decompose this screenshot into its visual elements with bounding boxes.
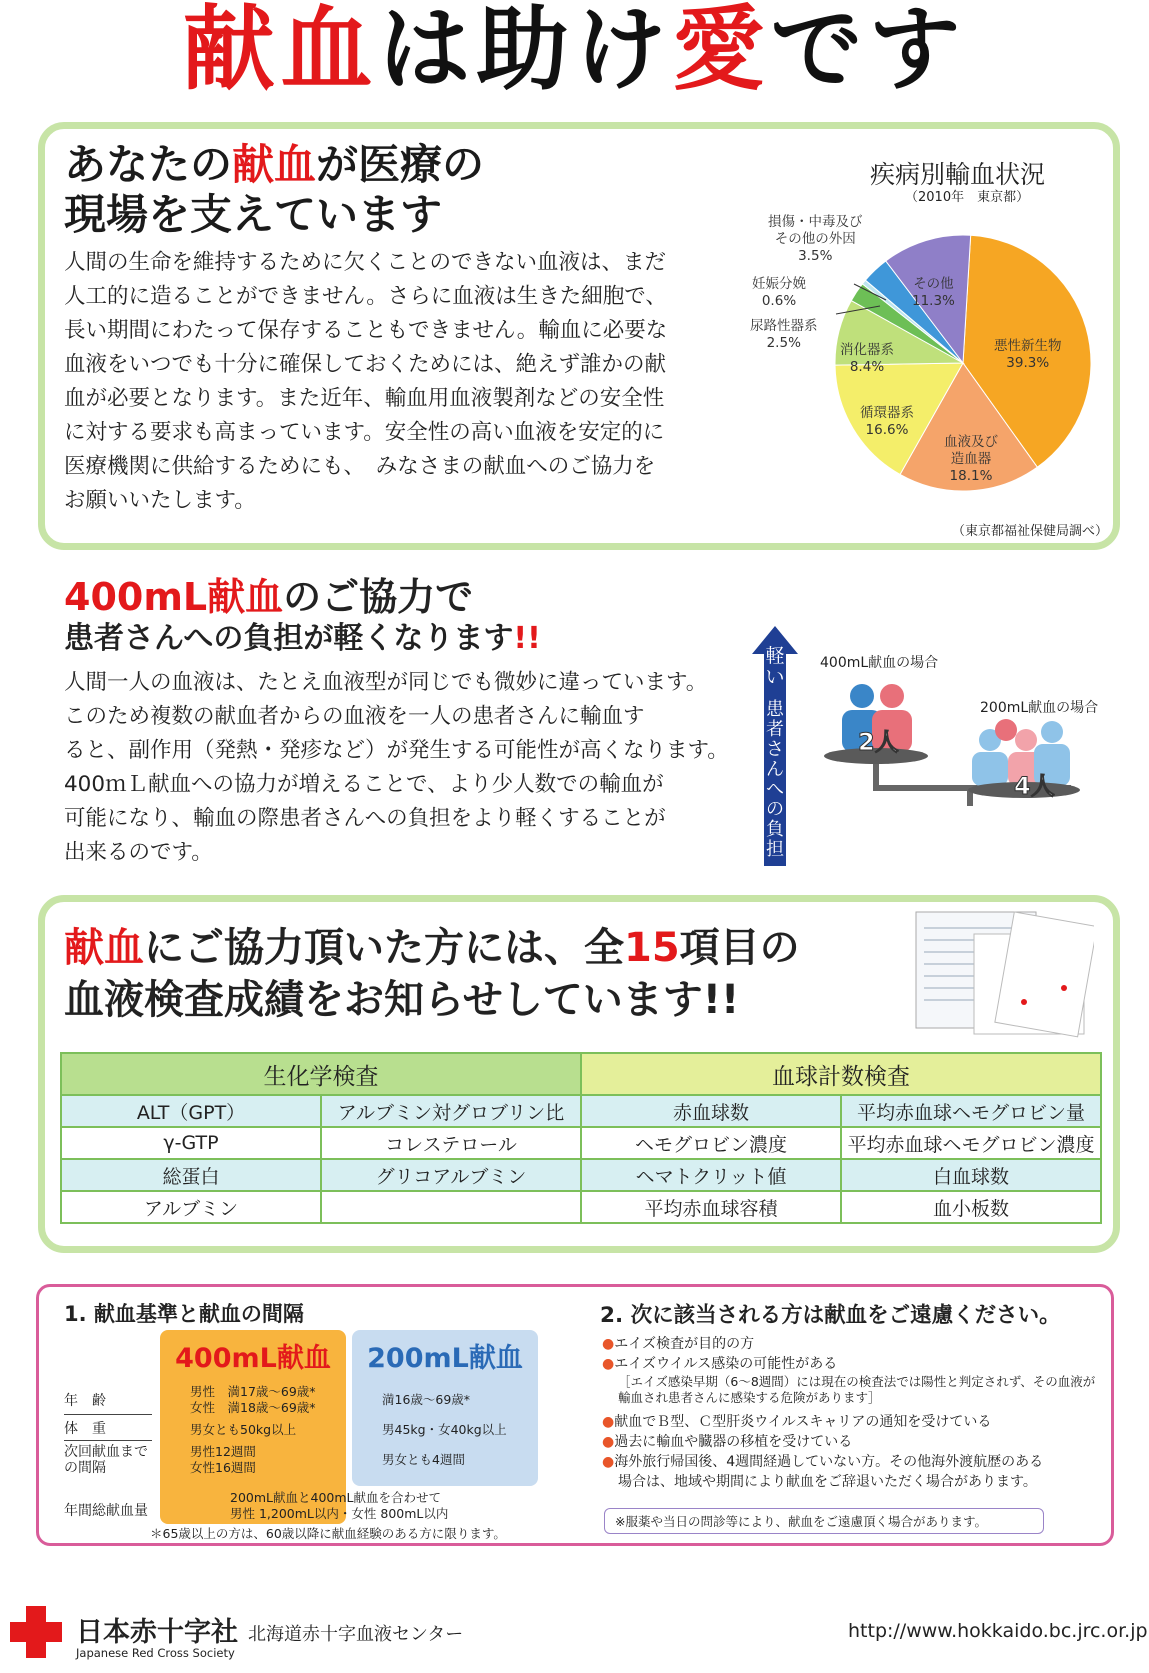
pie-label-digestive: 消化器系 8.4% xyxy=(840,342,894,375)
website-url[interactable]: http://www.hokkaido.bc.jrc.or.jp xyxy=(848,1620,1148,1642)
section2-heading-line2: 患者さんへの負担が軽くなります!! xyxy=(64,621,541,656)
org-name-en: Japanese Red Cross Society xyxy=(76,1646,235,1660)
list-item: ●エイズ検査が目的の方 xyxy=(602,1336,755,1352)
annual-total: 200mL献血と400mL献血を合わせて 男性 1,200mL以内・女性 800mL以内 xyxy=(230,1490,449,1521)
box-400ml-title: 400mL献血 xyxy=(175,1343,331,1374)
org-name-jp: 日本赤十字社 xyxy=(76,1617,238,1648)
age-200: 満16歳～69歳* xyxy=(382,1392,471,1407)
blood-center-name: 北海道赤十字血液センター xyxy=(248,1624,464,1645)
row-label-interval: 次回献血まで の間隔 xyxy=(64,1444,148,1476)
age-400: 男性 満17歳～69歳* 女性 満18歳～69歳* xyxy=(190,1384,316,1415)
report-document-illustration xyxy=(914,908,1094,1040)
row-label-total: 年間総献血量 xyxy=(64,1503,148,1519)
interval-400: 男性12週間 女性16週間 xyxy=(190,1444,256,1475)
section2-heading-line1: 400mL献血のご協力で xyxy=(64,575,474,619)
criteria-title: 1. 献血基準と献血の間隔 xyxy=(64,1302,304,1326)
scale-label-400: 400mL献血の場合 xyxy=(820,655,939,671)
col-header-blood-count: 血球計数検査 xyxy=(581,1053,1101,1095)
page-title: 献血は助け愛です xyxy=(182,0,967,103)
interval-200: 男女とも4週間 xyxy=(382,1452,465,1467)
pie-leader-lines xyxy=(830,270,910,340)
section1-heading-line2: 現場を支えています xyxy=(64,190,443,239)
row-label-weight: 体 重 xyxy=(64,1421,106,1437)
weight-400: 男女とも50kg以上 xyxy=(190,1422,297,1437)
chart-title: 疾病別輸血状況 xyxy=(870,160,1046,189)
pie-label-blood: 血液及び 造血器 18.1% xyxy=(944,434,998,484)
divider xyxy=(64,1414,152,1415)
count-200: 4人 xyxy=(1014,772,1055,800)
arrow-label-light: 軽い xyxy=(765,645,785,688)
pie-label-pregnancy: 妊娠分娩 0.6% xyxy=(752,276,806,309)
list-item: ●過去に輸血や臓器の移植を受けている xyxy=(602,1434,853,1450)
table-row: γ-GTP コレステロール ヘモグロビン濃度 平均赤血球ヘモグロビン濃度 xyxy=(61,1127,1101,1159)
table-row: アルブミン 平均赤血球容積 血小板数 xyxy=(61,1191,1101,1223)
chart-subtitle: （2010年 東京都） xyxy=(905,190,1030,205)
pie-label-malignant: 悪性新生物 39.3% xyxy=(994,338,1062,371)
list-item: ●献血でＢ型、Ｃ型肝炎ウイルスキャリアの通知を受けている xyxy=(602,1414,992,1430)
red-cross-logo xyxy=(6,1602,66,1662)
pie-label-injury: 損傷・中毒及び その他の外因 3.5% xyxy=(768,214,863,264)
box-200ml-title: 200mL献血 xyxy=(367,1343,523,1374)
section1-body: 人間の生命を維持するために欠くことのできない血液は、まだ 人工的に造ることができません。さらに血液は生きた細胞で、 長い期間にわたって保存することもできません。輸血に必要な 血液をいつでも十分に確保しておくためには、絶えず誰かの献 血が必要となります。また近年、輸血用血液製剤などの安全性 に対する要求も高まっています。安全性の高い血液を安定的に 医療機関に供給するためにも、 みなさまの献血へのご協力を お願いいたします。 xyxy=(64,250,668,513)
table-row: 総蛋白 グリコアルブミン ヘマトクリット値 白血球数 xyxy=(61,1159,1101,1191)
count-400: 2人 xyxy=(858,728,899,756)
table-row: ALT（GPT） アルブミン対グロブリン比 赤血球数 平均赤血球ヘモグロビン量 xyxy=(61,1095,1101,1127)
scale-label-200: 200mL献血の場合 xyxy=(980,700,1099,716)
deferral-title: 2. 次に該当される方は献血をご遠慮ください。 xyxy=(600,1303,1061,1328)
pie-label-urinary: 尿路性器系 2.5% xyxy=(750,318,818,351)
list-item: ●エイズウイルス感染の可能性がある xyxy=(602,1356,838,1372)
pie-label-circulatory: 循環器系 16.6% xyxy=(860,405,914,438)
section2-body: 人間一人の血液は、たとえ血液型が同じでも微妙に違っています。 このため複数の献血者からの血液を一人の患者さんに輸血す ると、副作用（発熱・発疹など）が発生する可能性が高くなります。 400ｍＬ献血への協力が増えることで、より少人数での輸血が 可能になり、輸血の際患者さんへの負担をより軽くすることが 出来るのです。 xyxy=(64,670,729,865)
section3-heading-line2: 血液検査成績をお知らせしています!! xyxy=(64,977,740,1023)
weight-200: 男45kg・女40kg以上 xyxy=(382,1422,507,1437)
list-item: ●海外旅行帰国後、4週間経過していない方。その他海外渡航歴のある xyxy=(602,1454,1044,1470)
notice-box: ※服薬や当日の問診等により、献血をご遠慮頂く場合があります。 xyxy=(604,1508,1044,1534)
chart-source: （東京都福祉保健局調べ） xyxy=(952,524,1109,539)
pie-label-other: その他 11.3% xyxy=(912,276,955,309)
section1-heading-line1: あなたの献血が医療の xyxy=(64,140,485,189)
test-items-table xyxy=(60,1052,1102,1224)
age-footnote: ＊65歳以上の方は、60歳以降に献血経験のある方に限ります。 xyxy=(150,1526,506,1541)
deferral-list: ●エイズ検査が目的の方 ●エイズウイルス感染の可能性がある ［エイズ感染早期（6～8週間）には現在の検査法では陽性と判定されず、その血液が 輸血され患者さんに感染する危険があります］ ●献血でＢ型、Ｃ型肝炎ウイルスキャリアの通知を受けている ●過去に輸血や臓器の移植を受けている ●海外旅行帰国後、4週間経過していない方。その他海外渡航歴のある 場合は、地域や期間により献血をご辞退いただく場合があります。 xyxy=(602,1336,1096,1490)
divider xyxy=(64,1440,152,1441)
col-header-biochem: 生化学検査 xyxy=(61,1053,581,1095)
section3-heading-line1: 献血にご協力頂いた方には、全15項目の xyxy=(64,925,800,971)
arrow-label-burden: 患者さんへの負担 xyxy=(766,699,784,860)
row-label-age: 年 齢 xyxy=(64,1393,106,1409)
